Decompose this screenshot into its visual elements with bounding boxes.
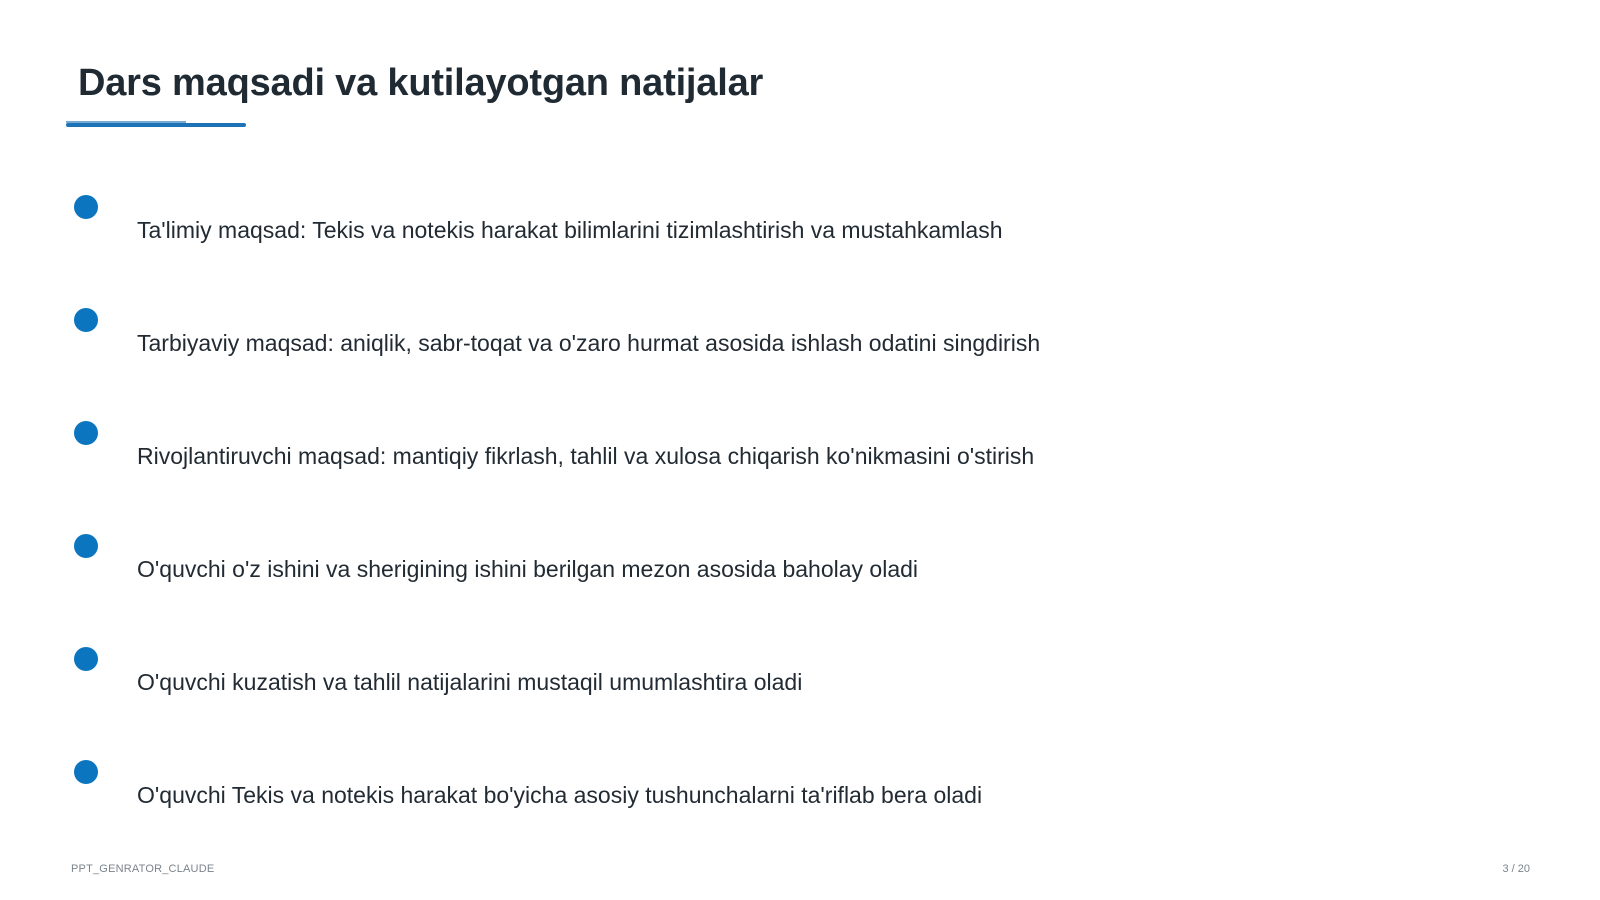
footer-source: PPT_GENRATOR_CLAUDE [71,863,215,875]
bullet-dot-icon [74,647,98,671]
slide-title: Dars maqsadi va kutilayotgan natijalar [78,62,764,104]
page-number: 3 / 20 [1502,863,1530,875]
bullet-text: O'quvchi kuzatish va tahlil natijalarini mustaqil umumlashtira oladi [137,669,803,695]
bullet-text: Rivojlantiruvchi maqsad: mantiqiy fikrlash, tahlil va xulosa chiqarish ko'nikmasini o'stirish [137,443,1035,469]
bullet-dot-icon [74,308,98,332]
bullet-text: O'quvchi Tekis va notekis harakat bo'yicha asosiy tushunchalarni ta'riflab bera oladi [137,782,983,808]
bullet-text: Tarbiyaviy maqsad: aniqlik, sabr-toqat va o'zaro hurmat asosida ishlash odatini singdirish [137,330,1041,356]
bullet-item [0,534,1400,594]
bullet-item [0,308,1400,368]
bullet-item [0,760,1400,820]
bullet-item [0,195,1400,255]
bullet-text: Ta'limiy maqsad: Tekis va notekis harakat bilimlarini tizimlashtirish va mustahkamlash [137,217,1003,243]
bullet-dot-icon [74,421,98,445]
bullet-item [0,421,1400,481]
bullet-dot-icon [74,760,98,784]
bullet-item [0,647,1400,707]
bullet-text: O'quvchi o'z ishini va sherigining ishini berilgan mezon asosida baholay oladi [137,556,919,582]
bullet-dot-icon [74,195,98,219]
bullet-dot-icon [74,534,98,558]
